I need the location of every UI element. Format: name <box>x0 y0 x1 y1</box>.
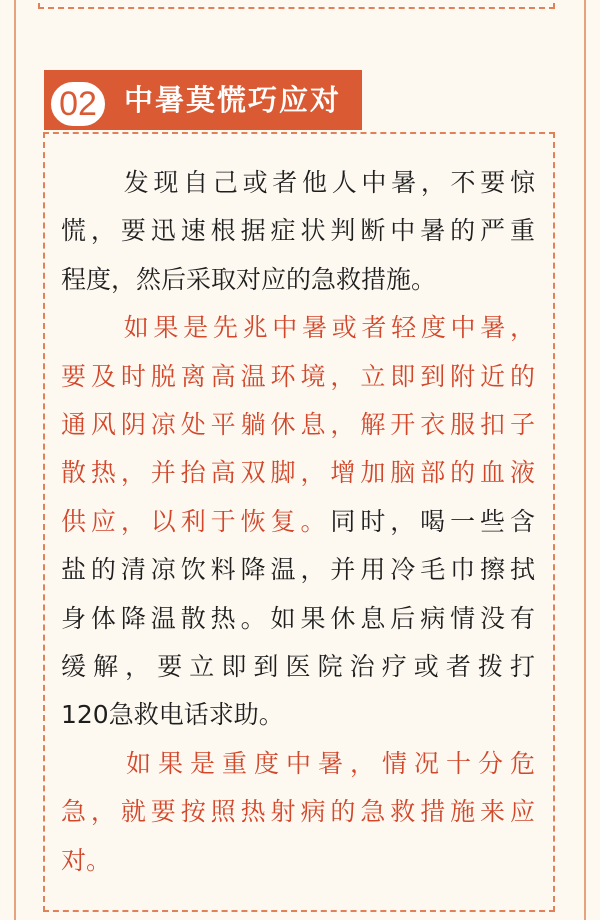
highlight-line: 要及时脱离高温环境，立即到附近的 <box>61 361 535 391</box>
text-line: 慌，要迅速根据症状判断中暑的严重 <box>61 216 535 246</box>
section-number-badge: 02 <box>48 79 108 129</box>
highlight-span: 供应，以利于恢复。 <box>61 506 331 536</box>
text-line: 120急救电话求助。 <box>61 700 284 730</box>
text-line: 发现自己或者他人中暑，不要惊 <box>119 168 535 197</box>
highlight-line: 通风阴凉处平躺休息，解开衣服扣子 <box>61 410 535 440</box>
article-body <box>61 159 535 885</box>
text-line: 身体降温散热。如果休息后病情没有 <box>61 603 535 633</box>
highlight-line: 急，就要按照热射病的急救措施来应 <box>61 797 535 827</box>
highlight-line: 如果是重度中暑，情况十分危 <box>119 748 535 778</box>
text-line: 盐的清凉饮料降温，并用冷毛巾擦拭 <box>61 555 535 585</box>
text-span: 同时，喝一些含 <box>330 506 535 536</box>
highlight-line: 如果是先兆中暑或者轻度中暑， <box>119 313 535 343</box>
highlight-line: 对。 <box>61 845 112 875</box>
mixed-line <box>61 498 535 546</box>
text-line: 缓解，要立即到医院治疗或者拨打 <box>61 652 535 682</box>
previous-section-box <box>38 0 555 9</box>
text-line: 程度，然后采取对应的急救措施。 <box>61 264 437 294</box>
section-title: 中暑莫慌巧应对 <box>124 83 342 117</box>
highlight-line: 散热，并抬高双脚，增加脑部的血液 <box>61 458 535 488</box>
